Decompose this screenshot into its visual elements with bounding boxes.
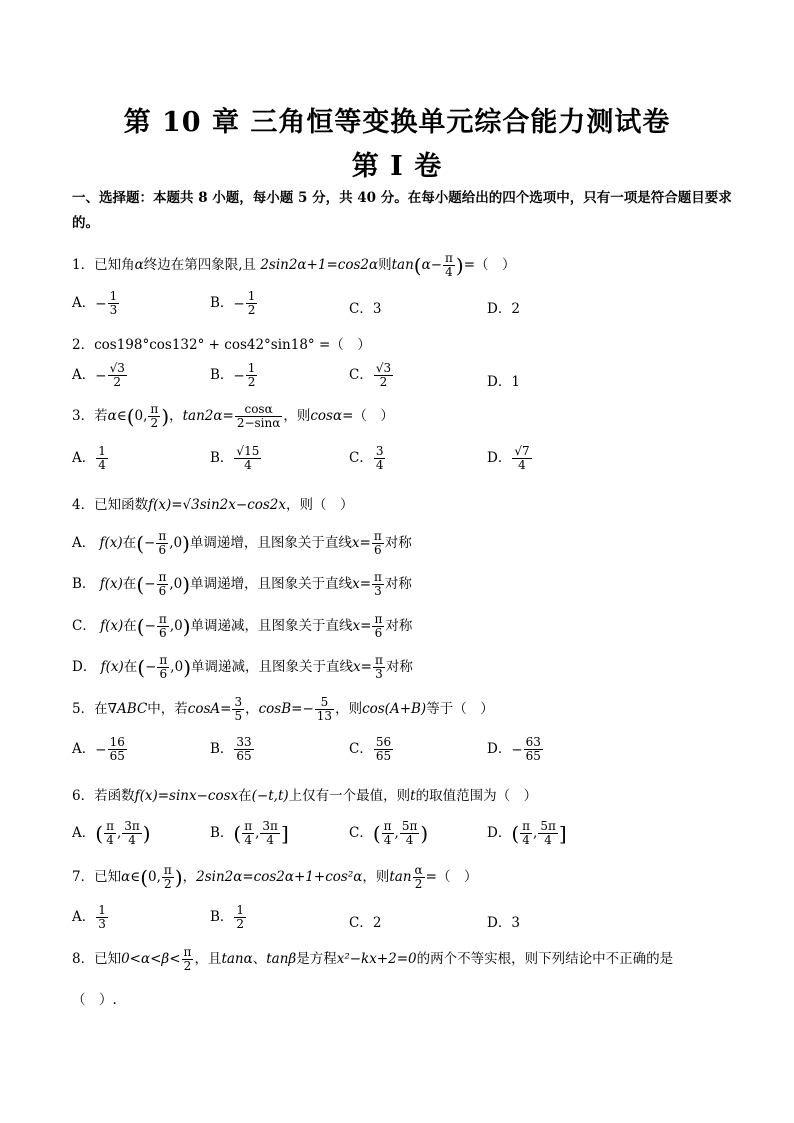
option-2c: C． $\frac{√3}{2}$ — [349, 361, 392, 389]
option-7b: B． $\frac{1}{2}$ — [210, 903, 245, 931]
option-6d: D．( $\frac{\pi}{4}$ , $\frac{5\pi}{4}$ ] — [487, 819, 567, 847]
question-8-line2: （ ）. — [72, 992, 117, 1008]
question-1: 1．已知角α终边在第四象限,且 2sin2α+1=cos2α则tan(α− $\frac{\pi}{4}$ )=（ ） — [72, 251, 516, 279]
option-7c: C．2 — [349, 915, 382, 931]
question-7: 7．已知α∈(0, $\frac{\pi}{2}$ )，2sin2α=cos2α+1+cos²α，则tan $\frac{\alpha}{2}$ =（ ） — [72, 863, 478, 891]
section-heading: 一、选择题：本题共 8 小题，每小题 5 分，共 40 分。在每小题给出的四个选项中，只有一项是符合题目要求的。 — [72, 190, 732, 231]
option-6b: B．( $\frac{\pi}{4}$ , $\frac{3\pi}{4}$ ] — [210, 819, 289, 847]
option-5c: C． $\frac{56}{65}$ — [349, 735, 392, 763]
option-5a: A．− $\frac{16}{65}$ — [72, 735, 125, 763]
option-4a: A． f(x)在(− $\frac{\pi}{6}$ ,0)单调递增，且图象关于直线x= $\frac{\pi}{6}$ 对称 — [72, 529, 412, 557]
option-6c: C．( $\frac{\pi}{4}$ , $\frac{5\pi}{4}$ ) — [349, 819, 429, 847]
option-3a: A． $\frac{1}{4}$ — [72, 444, 106, 472]
question-4: 4．已知函数f(x)=√3sin2x−cos2x，则（ ） — [72, 497, 354, 513]
page-title: 第 10 章 三角恒等变换单元综合能力测试卷 — [123, 107, 671, 138]
question-8: 8．已知0<α<β< $\frac{\pi}{2}$ ，且tanα、tanβ是方程x²−kx+2=0的两个不等实根，则下列结论中不正确的是 — [72, 945, 674, 973]
question-6: 6．若函数f(x)=sinx−cosx在(−t,t)上仅有一个最值，则t的取值范围为（ ） — [72, 788, 538, 804]
option-4b: B． f(x)在(− $\frac{\pi}{6}$ ,0)单调递增，且图象关于直线x= $\frac{\pi}{3}$ 对称 — [72, 570, 412, 598]
page-subtitle: 第 I 卷 — [351, 151, 443, 182]
option-6a: A．( $\frac{\pi}{4}$ , $\frac{3\pi}{4}$ ) — [72, 819, 151, 847]
option-1a: A．− $\frac{1}{3}$ — [72, 289, 118, 317]
option-1b: B．− $\frac{1}{2}$ — [210, 289, 256, 317]
question-2: 2．cos198°cos132° + cos42°sin18° =（ ） — [72, 337, 371, 353]
option-5d: D．− $\frac{63}{65}$ — [487, 735, 541, 763]
option-4d: D． f(x)在(− $\frac{\pi}{6}$ ,0)单调递减，且图象关于直线x= $\frac{\pi}{3}$ 对称 — [72, 653, 413, 681]
option-7d: D．3 — [487, 915, 520, 931]
question-5: 5．在∇ABC中，若cosA= $\frac{3}{5}$ ，cosB=− $\frac{5}{13}$ ，则cos(A+B)等于（ ） — [72, 695, 494, 723]
option-2b: B．− $\frac{1}{2}$ — [210, 361, 256, 389]
option-1c: C．3 — [349, 301, 382, 317]
option-3d: D． $\frac{√7}{4}$ — [487, 444, 530, 472]
option-5b: B． $\frac{33}{65}$ — [210, 735, 252, 763]
option-2a: A．− $\frac{√3}{2}$ — [72, 361, 125, 389]
option-3c: C． $\frac{3}{4}$ — [349, 444, 384, 472]
option-3b: B． $\frac{√15}{4}$ — [210, 444, 260, 472]
option-2d: D．1 — [487, 374, 520, 390]
option-4c: C． f(x)在(− $\frac{\pi}{6}$ ,0)单调递减，且图象关于直线x= $\frac{\pi}{6}$ 对称 — [72, 612, 413, 640]
question-3: 3．若α∈(0, $\frac{\pi}{2}$ )，tan2α= $\frac{\cos\alpha}{2-\sin\alpha}$ ，则cosα=（ ） — [72, 402, 394, 430]
option-7a: A． $\frac{1}{3}$ — [72, 903, 106, 931]
option-1d: D．2 — [487, 301, 520, 317]
